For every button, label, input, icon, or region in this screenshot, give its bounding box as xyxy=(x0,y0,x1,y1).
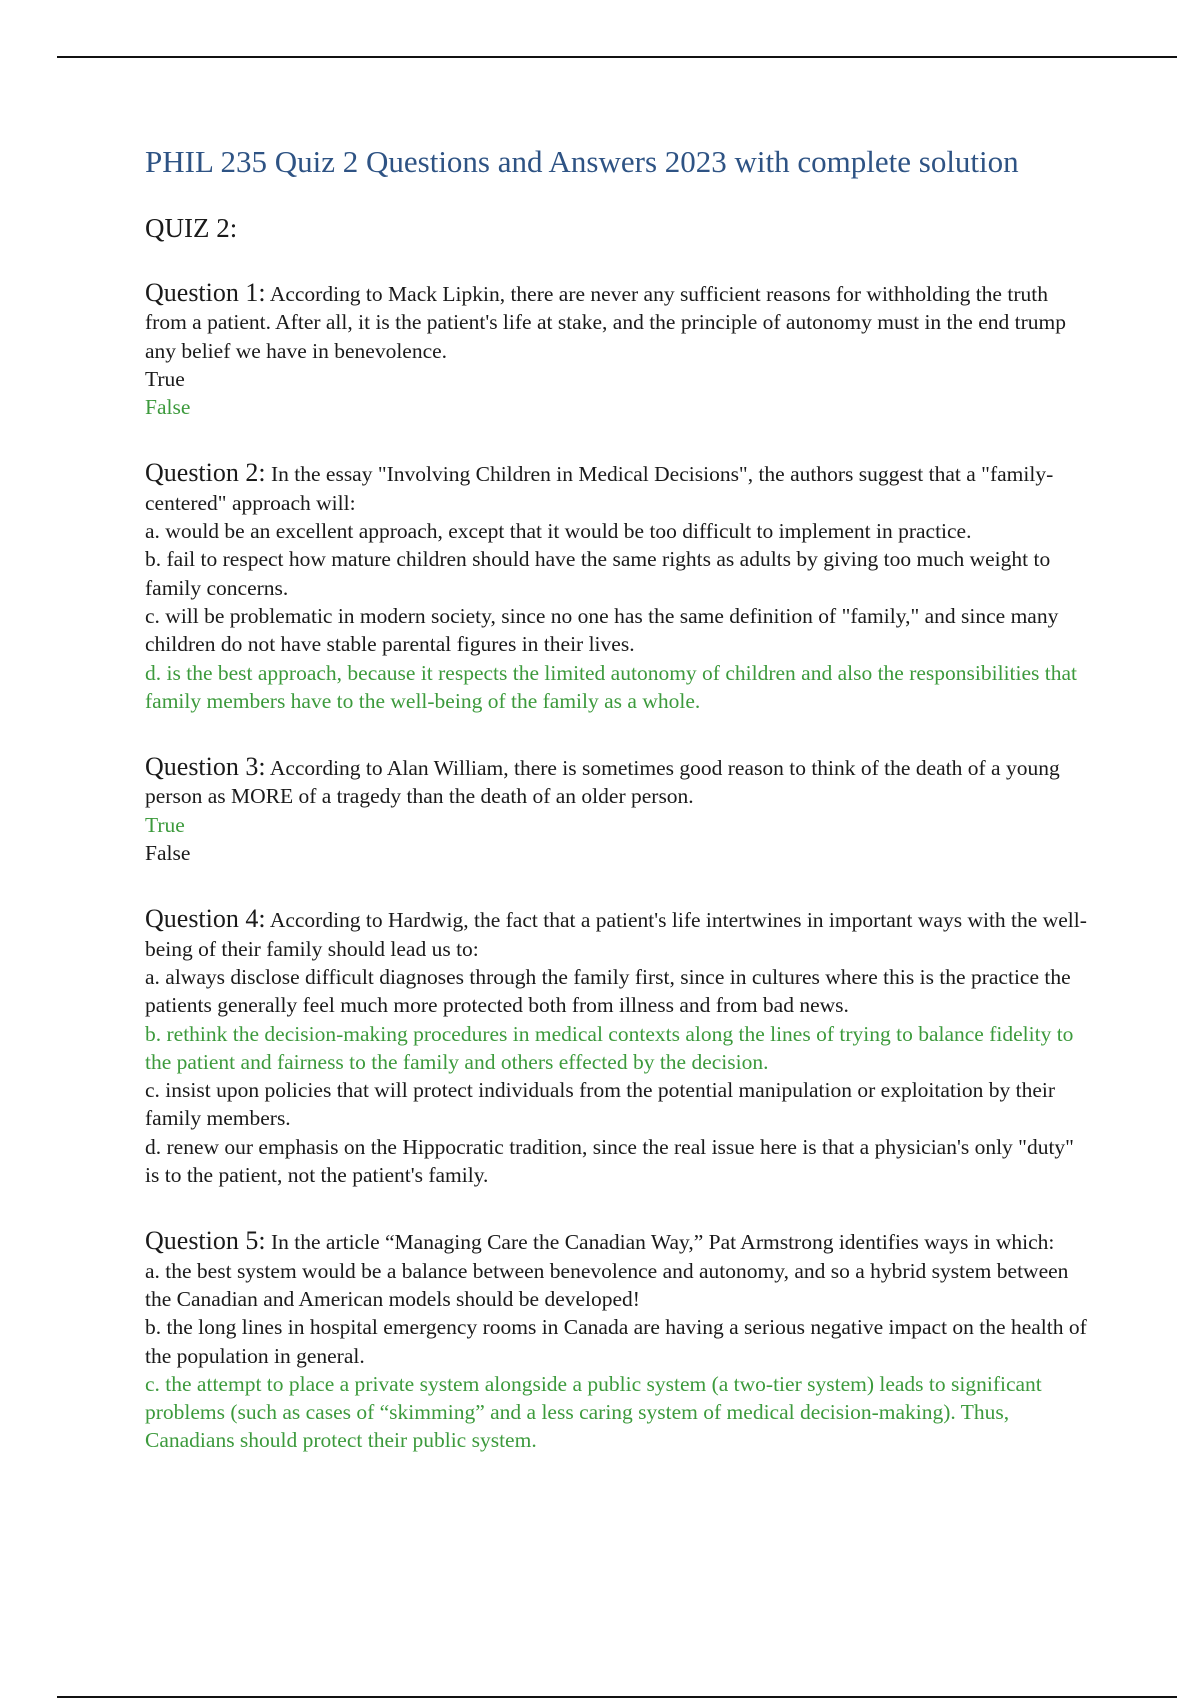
question-stem xyxy=(145,279,1090,365)
question-label: Question 2: xyxy=(145,458,266,488)
top-rule xyxy=(57,56,1177,58)
answer-option: b. the long lines in hospital emergency rooms in Canada are having a serious negative impact on the health of the population in general. xyxy=(145,1315,1087,1368)
answer-option-correct: False xyxy=(145,395,191,420)
answer-option-correct: c. the attempt to place a private system alongside a public system (a two-tier system) leads to significant problems (such as cases of “skimming” and a less caring system of medical decision-making). Thus, Canadians should protect their public system. xyxy=(145,1371,1042,1453)
question-text: According to Alan William, there is sometimes good reason to think of the death of a young person as MORE of a tragedy than the death of an older person. xyxy=(145,756,1060,809)
question-1 xyxy=(145,279,1090,421)
question-text: In the article “Managing Care the Canadian Way,” Pat Armstrong identifies ways in which: xyxy=(270,1230,1055,1255)
answer-option: c. insist upon policies that will protect individuals from the potential manipulation or exploitation by their family members. xyxy=(145,1078,1056,1131)
question-3 xyxy=(145,753,1090,867)
answer-option: True xyxy=(145,366,185,391)
question-stem xyxy=(145,459,1090,517)
question-label: Question 1: xyxy=(145,278,266,307)
answer-option-correct: d. is the best approach, because it respects the limited autonomy of children and also the responsibilities that family members have to the well-being of the family as a whole. xyxy=(145,660,1078,713)
question-stem xyxy=(145,1227,1090,1256)
question-label: Question 5: xyxy=(145,1226,266,1256)
question-label: Question 4: xyxy=(145,904,266,934)
question-stem xyxy=(145,905,1090,963)
question-list xyxy=(145,279,1090,1455)
document-body xyxy=(145,140,1090,1455)
question-2 xyxy=(145,459,1090,715)
answer-option: c. will be problematic in modern society, since no one has the same definition of "family," and since many children do not have stable parental figures in their lives. xyxy=(145,603,1059,657)
answer-option: b. fail to respect how mature children should have the same rights as adults by giving too much weight to family concerns. xyxy=(145,547,1051,600)
question-4 xyxy=(145,905,1090,1189)
question-text: According to Hardwig, the fact that a patient's life intertwines in important ways with the well-being of their family should lead us to: xyxy=(145,908,1087,961)
bottom-rule xyxy=(57,1696,1177,1698)
question-text: In the essay "Involving Children in Medical Decisions", the authors suggest that a "family-centered" approach will: xyxy=(145,462,1054,515)
question-5 xyxy=(145,1227,1090,1454)
question-text: According to Mack Lipkin, there are never any sufficient reasons for withholding the truth from a patient. After all, it is the patient's life at stake, and the principle of autonomy must in the end trump any belief we have in benevolence. xyxy=(145,282,1066,363)
answer-option: a. always disclose difficult diagnoses through the family first, since in cultures where this is the practice the patients generally feel much more protected both from illness and from bad news. xyxy=(145,964,1071,1018)
answer-option: a. would be an excellent approach, except that it would be too difficult to implement in practice. xyxy=(145,519,972,544)
answer-option: a. the best system would be a balance between benevolence and autonomy, and so a hybrid system between the Canadian and American models should be developed! xyxy=(145,1258,1069,1311)
answer-option-correct: True xyxy=(145,812,185,837)
answer-option: d. renew our emphasis on the Hippocratic tradition, since the real issue here is that a physician's only "duty" is to the patient, not the patient's family. xyxy=(145,1134,1074,1188)
answer-option-correct: b. rethink the decision-making procedures in medical contexts along the lines of trying to balance fidelity to the patient and fairness to the family and others effected by the decision. xyxy=(145,1021,1074,1074)
question-label: Question 3: xyxy=(145,752,266,782)
question-stem xyxy=(145,753,1090,811)
document-title: PHIL 235 Quiz 2 Questions and Answers 2023 with complete solution xyxy=(145,144,1019,179)
quiz-label: QUIZ 2: xyxy=(145,213,238,243)
answer-option: False xyxy=(145,841,191,866)
